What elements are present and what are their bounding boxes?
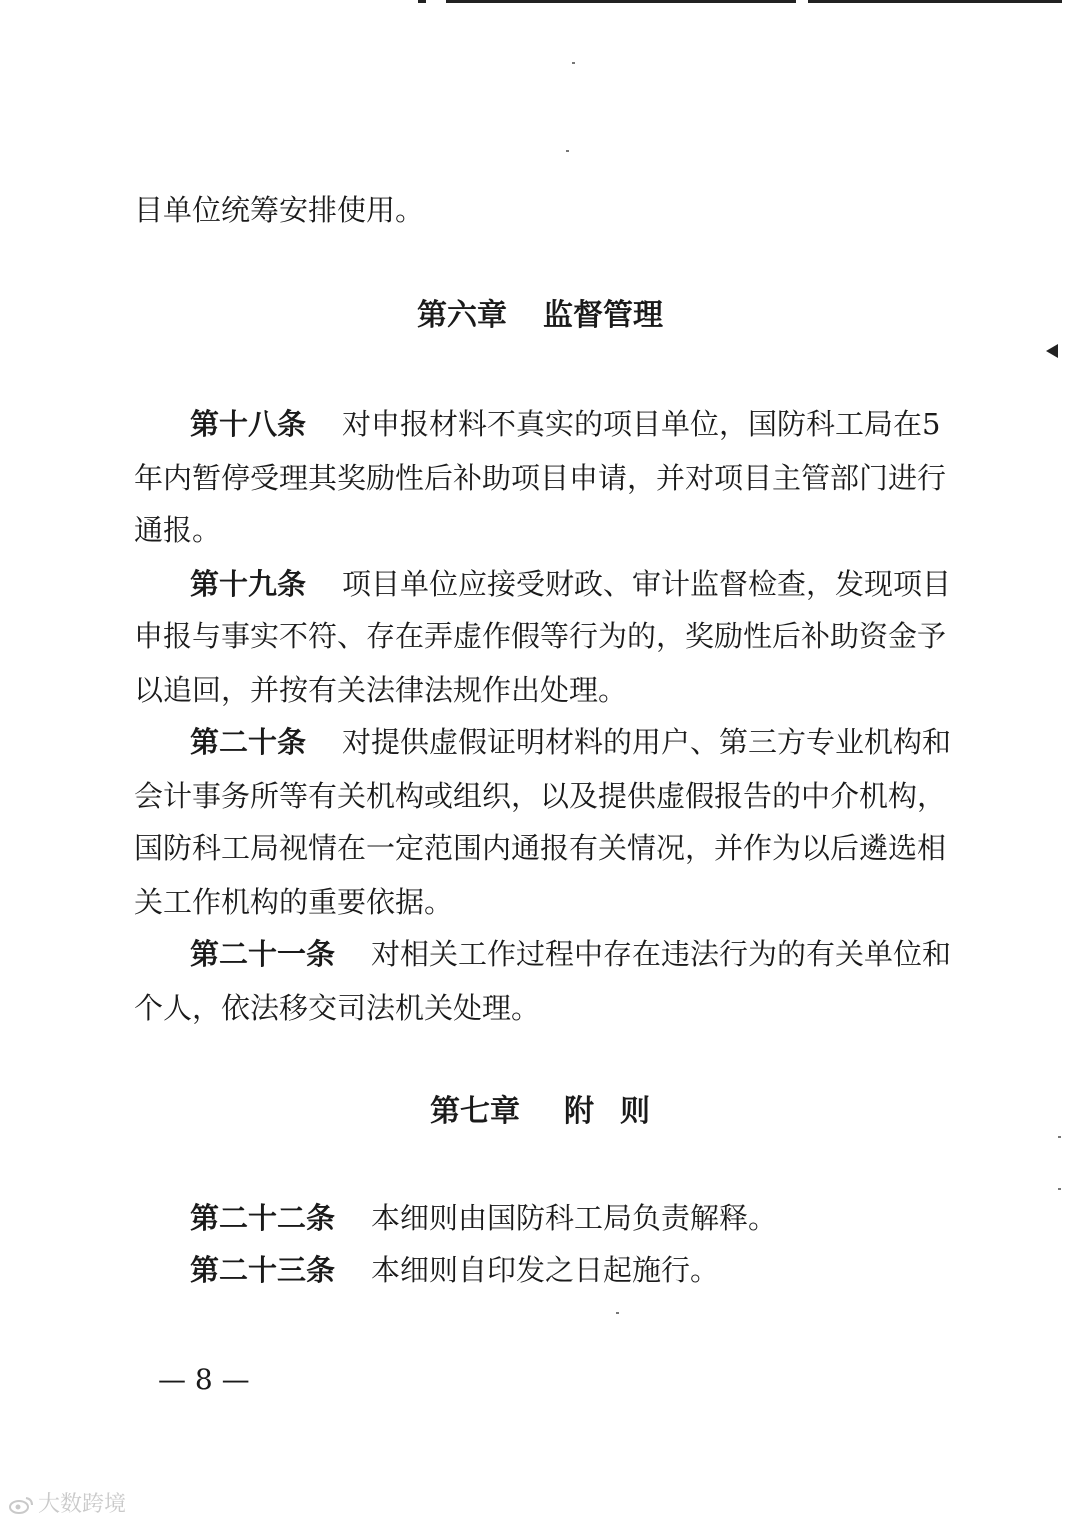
article-20-label: 第二十条 <box>190 725 307 759</box>
scan-speck <box>1058 1136 1061 1138</box>
article-21-label: 第二十一条 <box>190 937 336 971</box>
chapter-7-heading <box>0 1092 1080 1132</box>
article-21-text: 对相关工作过程中存在违法行为的有关单位和 <box>371 937 952 971</box>
article-20-line-1 <box>190 722 952 762</box>
article-22-label: 第二十二条 <box>190 1201 336 1235</box>
article-18-line-1 <box>190 404 941 444</box>
article-18-label: 第十八条 <box>190 407 307 441</box>
scan-speck <box>572 62 575 64</box>
scan-edge-mark <box>418 0 426 3</box>
chapter-7-number: 第七章 <box>430 1094 520 1129</box>
article-19-line-1 <box>190 564 952 604</box>
article-20-line-3: 国防科工局视情在一定范围内通报有关情况，并作为以后遴选相 <box>134 831 947 865</box>
article-18-line-3: 通报。 <box>134 513 222 547</box>
scan-edge-line <box>446 0 796 3</box>
watermark <box>8 1490 126 1520</box>
article-18-text: 对申报材料不真实的项目单位，国防科工局在5 <box>342 407 941 441</box>
article-19-text: 项目单位应接受财政、审计监督检查，发现项目 <box>342 567 952 601</box>
chapter-7-title-part-2: 则 <box>620 1094 650 1129</box>
article-19-label: 第十九条 <box>190 567 307 601</box>
scan-speck <box>1058 1188 1061 1190</box>
article-20-text: 对提供虚假证明材料的用户、第三方专业机构和 <box>342 725 952 759</box>
margin-marker-icon <box>1046 344 1058 358</box>
article-23-line <box>190 1250 934 1290</box>
article-22-line <box>190 1198 934 1238</box>
continuation-text: 目单位统筹安排使用。 <box>134 193 425 227</box>
chapter-6-heading <box>0 296 1080 336</box>
article-23-text: 本细则自印发之日起施行。 <box>371 1253 720 1287</box>
scan-speck <box>566 150 569 152</box>
article-18-line-2: 年内暂停受理其奖励性后补助项目申请，并对项目主管部门进行 <box>134 461 947 495</box>
scan-speck <box>616 1312 619 1314</box>
article-19-line-3: 以追回，并按有关法律法规作出处理。 <box>134 673 628 707</box>
article-21-line-1 <box>190 934 952 974</box>
article-20-line-4: 关工作机构的重要依据。 <box>134 885 454 919</box>
scan-edge-line <box>808 0 1062 3</box>
article-19-line-2: 申报与事实不符、存在弄虚作假等行为的，奖励性后补助资金予 <box>134 619 947 653</box>
chapter-6-title: 监督管理 <box>543 298 663 333</box>
page-number: — 8 — <box>158 1363 250 1396</box>
chapter-6-number: 第六章 <box>417 298 507 333</box>
article-21-line-2: 个人，依法移交司法机关处理。 <box>134 991 541 1025</box>
article-20-line-2: 会计事务所等有关机构或组织，以及提供虚假报告的中介机构， <box>134 779 947 813</box>
watermark-text: 大数跨境 <box>38 1492 127 1517</box>
weibo-logo-icon <box>8 1496 34 1514</box>
article-22-text: 本细则由国防科工局负责解释。 <box>371 1201 778 1235</box>
article-23-label: 第二十三条 <box>190 1253 336 1287</box>
chapter-7-title-part-1: 附 <box>564 1094 594 1129</box>
